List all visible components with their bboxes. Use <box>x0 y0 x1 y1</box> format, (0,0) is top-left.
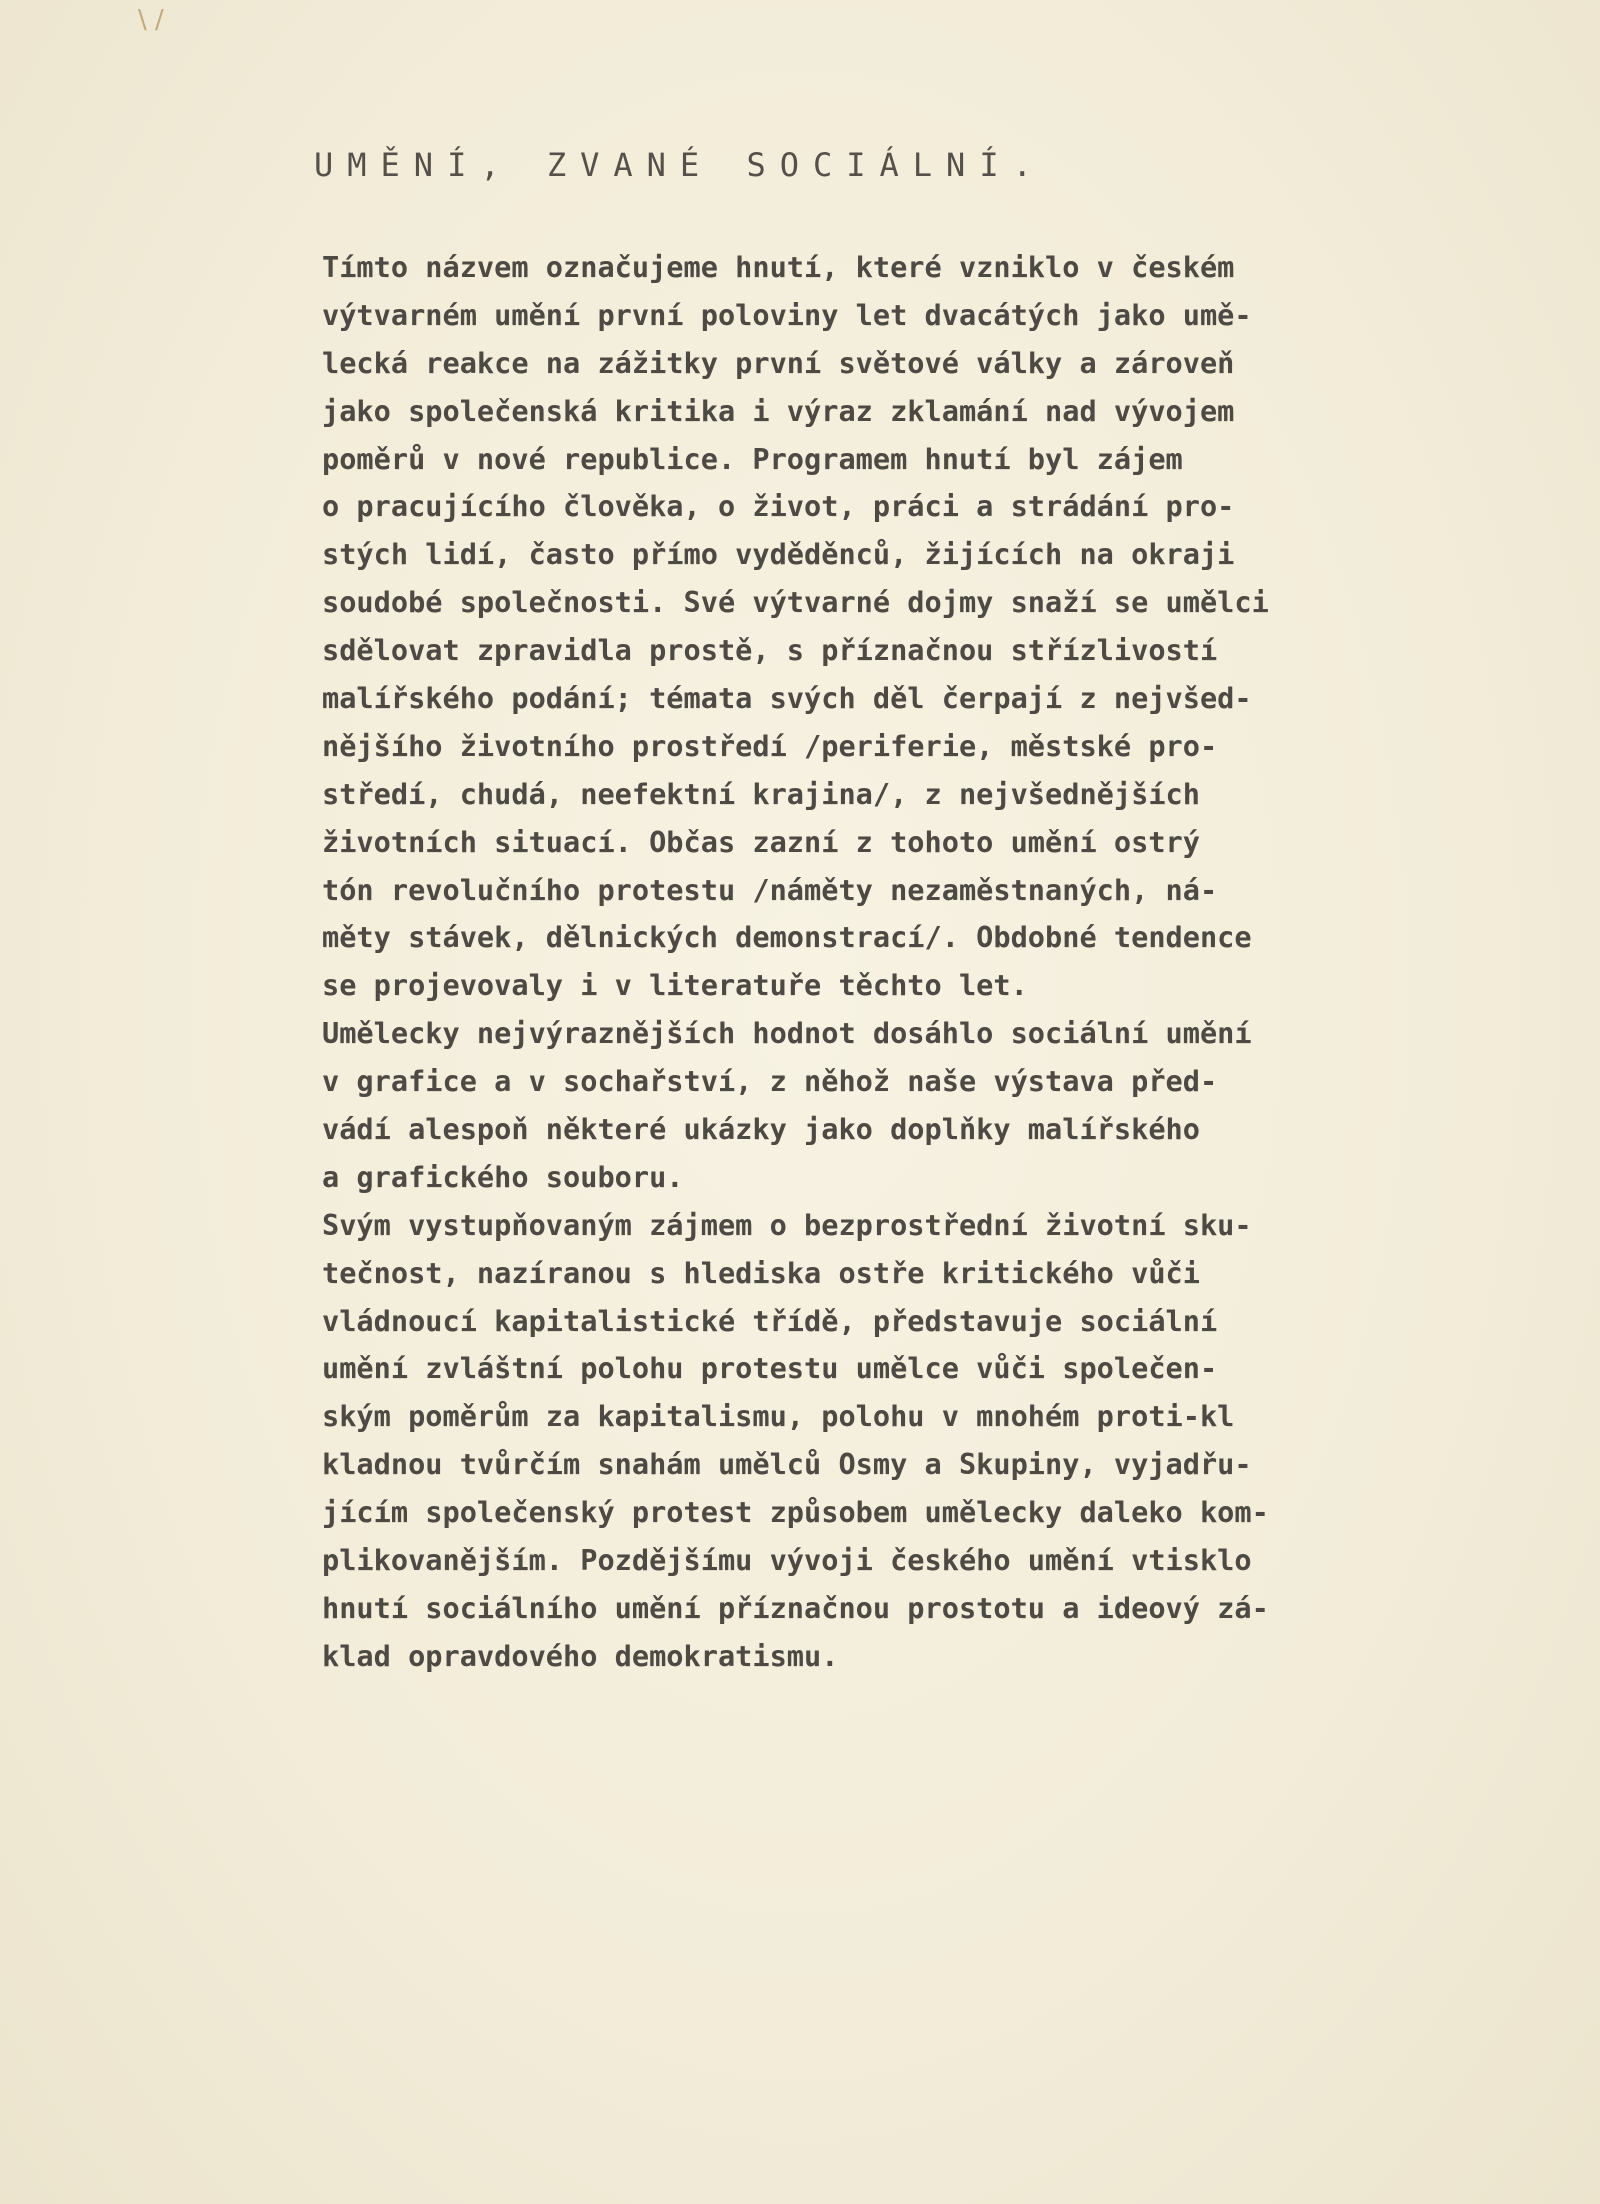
body-line: vládnoucí kapitalistické třídě, představuje sociální <box>322 1303 1218 1338</box>
body-line: soudobé společnosti. Své výtvarné dojmy snaží se umělci <box>322 585 1269 620</box>
body-line: stých lidí, často přímo vyděděnců, žijících na okraji <box>322 537 1235 572</box>
body-line: Tímto názvem označujeme hnutí, které vzniklo v českém <box>322 250 1235 284</box>
body-line: středí, chudá, neefektní krajina/, z nejvšednějších <box>322 776 1200 811</box>
body-line: a grafického souboru. <box>322 1159 684 1194</box>
body-line: vádí alespoň některé ukázky jako doplňky malířského <box>322 1112 1200 1147</box>
body-line: hnutí sociálního umění příznačnou prostotu a ideový zá- <box>322 1590 1269 1625</box>
document-title: UMĚNÍ, ZVANÉ SOCIÁLNÍ. <box>314 146 1046 184</box>
body-line: umění zvláštní polohu protestu umělce vůči společen- <box>322 1351 1218 1386</box>
body-line: se projevovaly i v literatuře těchto let. <box>322 968 1028 1003</box>
body-line: životních situací. Občas zazní z tohoto umění ostrý <box>322 824 1200 859</box>
body-line: poměrů v nové republice. Programem hnutí byl zájem <box>322 441 1183 476</box>
body-line: nějšího životního prostředí /periferie, městské pro- <box>322 728 1218 763</box>
body-line: sdělovat zpravidla prostě, s příznačnou střízlivostí <box>322 633 1218 668</box>
body-line: v grafice a v sochařství, z něhož naše výstava před- <box>322 1064 1218 1099</box>
body-line: plikovanějším. Pozdějšímu vývoji českého umění vtisklo <box>322 1543 1252 1578</box>
document-body <box>322 244 1402 1681</box>
corner-pencil-mark: \ / <box>138 5 164 35</box>
body-line: lecká reakce na zážitky první světové války a zároveň <box>322 345 1235 380</box>
body-line: tečnost, nazíranou s hlediska ostře kritického vůči <box>322 1255 1200 1290</box>
body-line: Umělecky nejvýraznějších hodnot dosáhlo sociální umění <box>322 1016 1252 1051</box>
body-line: měty stávek, dělnických demonstrací/. Obdobné tendence <box>322 920 1252 955</box>
body-line: malířského podání; témata svých děl čerpají z nejvšed- <box>322 681 1252 716</box>
body-line: o pracujícího člověka, o život, práci a strádání pro- <box>322 489 1235 524</box>
body-line: jako společenská kritika i výraz zklamání nad vývojem <box>322 393 1235 428</box>
body-line: klad opravdového demokratismu. <box>322 1638 839 1673</box>
body-line: ským poměrům za kapitalismu, polohu v mnohém proti-kl <box>322 1399 1235 1434</box>
body-line: kladnou tvůrčím snahám umělců Osmy a Skupiny, vyjadřu- <box>322 1447 1252 1482</box>
body-line: jícím společenský protest způsobem umělecky daleko kom- <box>322 1495 1269 1530</box>
body-line: tón revolučního protestu /náměty nezaměstnaných, ná- <box>322 872 1218 907</box>
body-line: výtvarném umění první poloviny let dvacátých jako umě- <box>322 297 1252 332</box>
body-line: Svým vystupňovaným zájmem o bezprostřední životní sku- <box>322 1207 1252 1242</box>
